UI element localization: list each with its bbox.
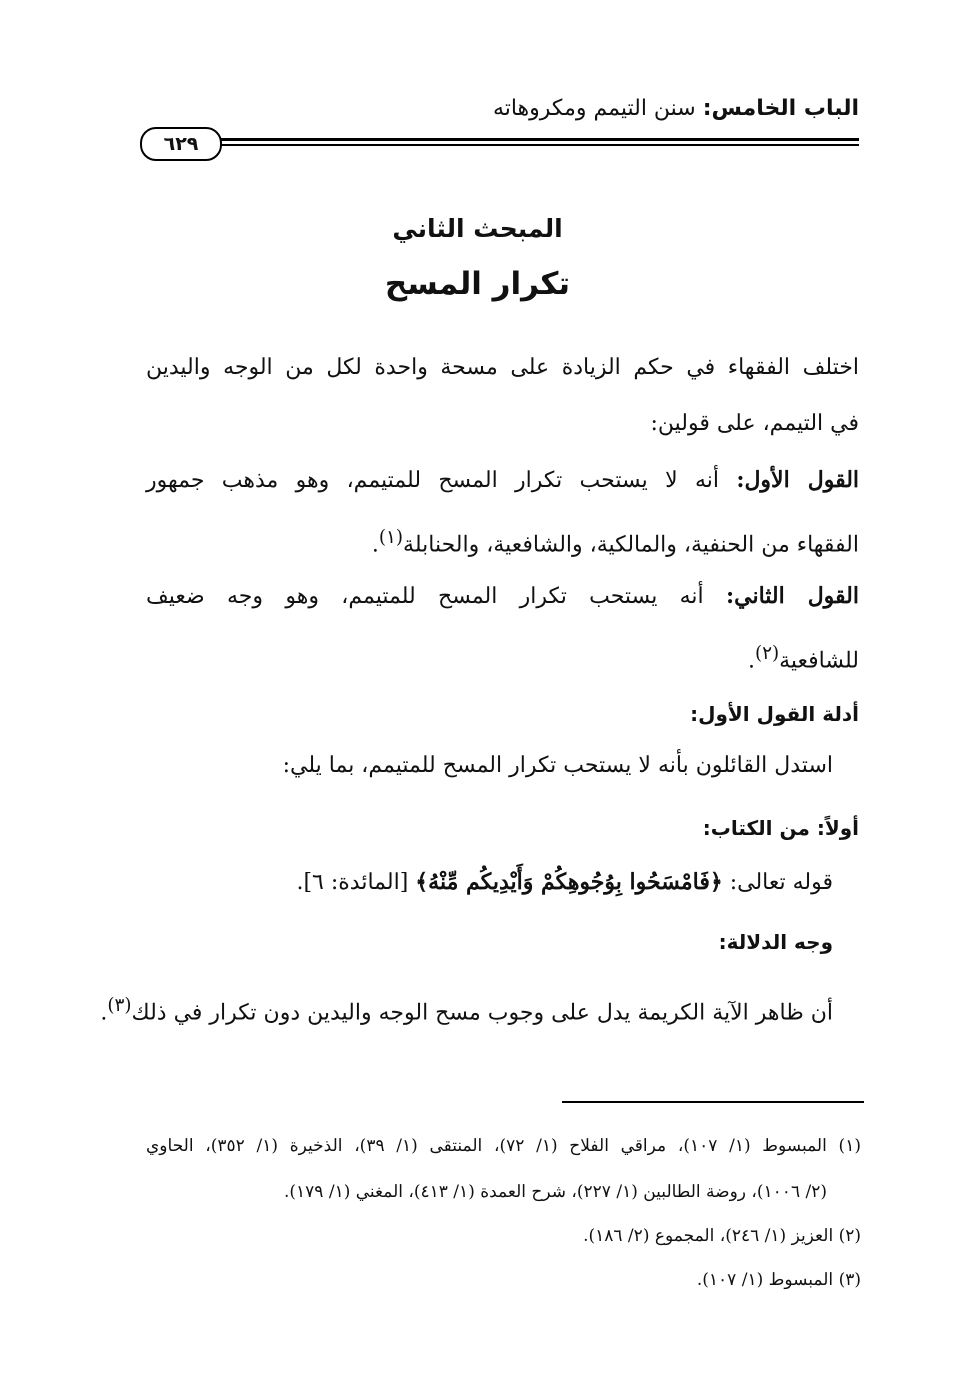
intro-line-1: اختلف الفقهاء في حكم الزيادة على مسحة واحدة لكل من الوجه واليدين <box>146 355 859 380</box>
footnote-ref-3: (٣) <box>107 995 132 1016</box>
section-title: تكرار المسح <box>384 266 571 302</box>
second-opinion-label: القول الثاني: <box>725 583 859 609</box>
first-opinion-label: القول الأول: <box>736 467 860 493</box>
quran-verse: ﴿فَامْسَحُوا بِوُجُوهِكُمْ وَأَيْدِيكُم مِّنْهُ﴾ <box>415 869 723 895</box>
evidence-intro: استدل القائلون بأنه لا يستحب تكرار المسح للمتيمم، بما يلي: <box>282 753 833 778</box>
first-opinion-text: أنه لا يستحب تكرار المسح للمتيمم، وهو مذهب جمهور <box>146 468 737 493</box>
chapter-title: سنن التيمم ومكروهاته <box>492 96 696 121</box>
second-opinion-text-2: للشافعية <box>779 648 859 674</box>
evidence-heading: أدلة القول الأول: <box>690 702 859 726</box>
verse-intro: قوله تعالى: <box>722 870 833 895</box>
verse-reference: [المائدة: ٦]. <box>296 870 416 895</box>
footnote-ref-2: (٢) <box>754 643 780 664</box>
footnote-2 <box>583 1222 861 1250</box>
from-book-heading: أولاً: من الكتاب: <box>702 816 859 840</box>
footnote-3 <box>697 1266 861 1294</box>
footnote-3-text: المبسوط (١/ ١٠٧). <box>696 1270 834 1290</box>
page-number-badge: ٦٢٩ <box>140 127 222 161</box>
footnote-1-line-2: (٢/ ١٠٠٦)، روضة الطالبين (١/ ٢٢٧)، شرح العمدة (١/ ٤١٣)، المغني (١/ ١٧٩). <box>283 1182 827 1202</box>
footnote-3-number: (٣) <box>838 1270 861 1290</box>
running-header <box>493 96 859 121</box>
footnote-1-line-1 <box>146 1132 861 1160</box>
indication-end: . <box>100 1000 108 1026</box>
second-opinion-end: . <box>747 648 755 674</box>
header-rule-thick <box>148 138 859 141</box>
footnote-2-text: العزيز (١/ ٢٤٦)، المجموع (٢/ ١٨٦). <box>583 1226 834 1246</box>
verse-line <box>296 864 833 901</box>
first-opinion-text-2: الفقهاء من الحنفية، والمالكية، والشافعية، والحنابلة <box>403 532 859 558</box>
indication-heading: وجه الدلالة: <box>718 930 833 954</box>
second-opinion-line-2 <box>748 636 859 679</box>
chapter-label: الباب الخامس: <box>702 96 859 121</box>
indication-text-line <box>100 988 833 1031</box>
first-opinion-line-1 <box>146 462 859 499</box>
intro-line-2: في التيمم، على قولين: <box>650 411 859 436</box>
indication-text: أن ظاهر الآية الكريمة يدل على وجوب مسح الوجه واليدين دون تكرار في ذلك <box>131 1000 833 1026</box>
second-opinion-line-1 <box>146 578 859 615</box>
footnote-ref-1: (١) <box>378 527 404 548</box>
footnote-1-number: (١) <box>838 1136 861 1156</box>
footnote-2-number: (٢) <box>838 1226 861 1246</box>
section-subtitle: المبحث الثاني <box>392 214 563 243</box>
second-opinion-text: أنه يستحب تكرار المسح للمتيمم، وهو وجه ضعيف <box>146 584 726 609</box>
first-opinion-line-2 <box>372 520 859 563</box>
footnote-1-text: المبسوط (١/ ١٠٧)، مراقي الفلاح (١/ ٧٢)، المنتقى (١/ ٣٩)، الذخيرة (١/ ٣٥٢)، الحاوي <box>146 1136 827 1156</box>
footnote-separator <box>562 1101 864 1103</box>
first-opinion-end: . <box>371 532 379 558</box>
header-rule-thin <box>148 144 859 146</box>
